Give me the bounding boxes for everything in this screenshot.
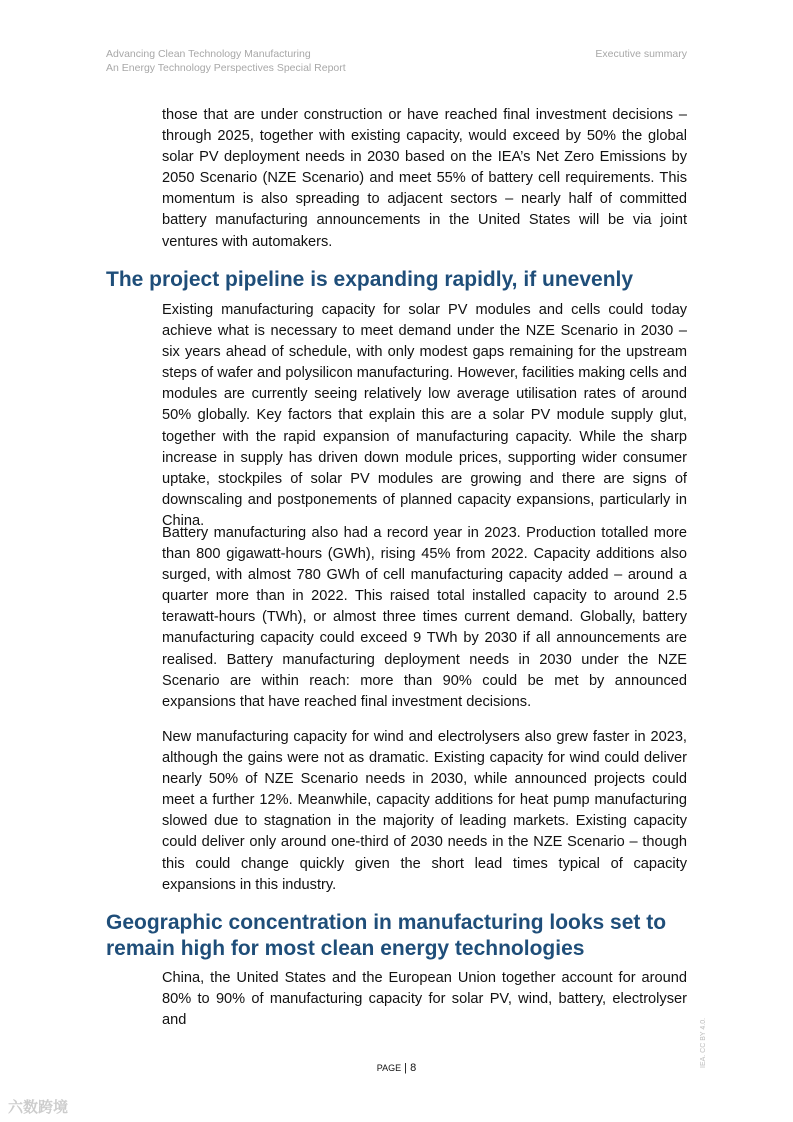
watermark-logo: 六数跨境 (8, 1099, 69, 1116)
running-header-title (106, 47, 346, 75)
paragraph: those that are under construction or have reached final investment decisions – through 2025, together with existing capacity, would exceed by 50% the global solar PV deployment needs in 2030 based on the IEA’s Net Zero Emissions by 2050 Scenario (NZE Scenario) and meet 55% of battery cell requirements. This momentum is also spreading to adjacent sectors – nearly half of committed battery manufacturing announcements in the United States will be via joint ventures with automakers. (162, 107, 687, 250)
page-number-value: 8 (410, 1062, 417, 1074)
report-title: Advancing Clean Technology Manufacturing (106, 48, 311, 60)
paragraph: Existing manufacturing capacity for solar PV modules and cells could today achieve what is necessary to meet demand under the NZE Scenario in 2030 – six years ahead of schedule, with only modest gaps remaining for the upstream steps of wafer and polysilicon manufacturing. However, facilities making cells and modules are currently seeing relatively low average utilisation rates of around 50% globally. Key factors that explain this are a solar PV module supply glut, together with the rapid expansion of manufacturing capacity. While the sharp increase in supply has driven down module prices, supporting wider consumer uptake, stockpiles of solar PV modules are growing and there are signs of downscaling and postponements of planned capacity expansions, particularly in China. (162, 302, 687, 529)
page-label: PAGE (376, 1063, 402, 1073)
paragraph: Battery manufacturing also had a record year in 2023. Production totalled more than 800 gigawatt-hours (GWh), rising 45% from 2022. Capacity additions also surged, with almost 780 GWh of cell manufacturing capacity added – around a quarter more than in 2022. This raised total installed capacity to around 2.5 terawatt-hours (TWh), or almost three times current demand. Globally, battery manufacturing capacity could exceed 9 TWh by 2030 if all announcements are realised. Battery manufacturing deployment needs in 2030 under the NZE Scenario are within reach: more than 90% could be met by announced expansions that have reached final investment decisions. (162, 525, 687, 710)
paragraph: China, the United States and the European Union together account for around 80% to 90% of manufacturing capacity for solar PV, wind, battery, electrolyser and (162, 970, 687, 1029)
report-subtitle: An Energy Technology Perspectives Special Report (106, 62, 346, 74)
page-number (0, 1062, 793, 1074)
license-note: IEA. CC BY 4.0. (700, 1017, 707, 1068)
running-header-section: Executive summary (595, 48, 687, 60)
separator: | (404, 1062, 408, 1074)
section-heading: The project pipeline is expanding rapidly, if unevenly (106, 268, 634, 291)
paragraph: New manufacturing capacity for wind and electrolysers also grew faster in 2023, although the gains were not as dramatic. Existing capacity for wind could deliver nearly 50% of NZE Scenario needs in 2030, while announced projects could meet a further 12%. Meanwhile, capacity additions for heat pump manufacturing slowed due to stagnation in the majority of leading markets. Existing capacity could deliver only around one-third of 2030 needs in the NZE Scenario – though this could change quickly given the short lead times typical of capacity expansions in this industry. (162, 729, 687, 893)
section-heading: Geographic concentration in manufacturing looks set to remain high for most clean energy technologies (106, 911, 667, 960)
